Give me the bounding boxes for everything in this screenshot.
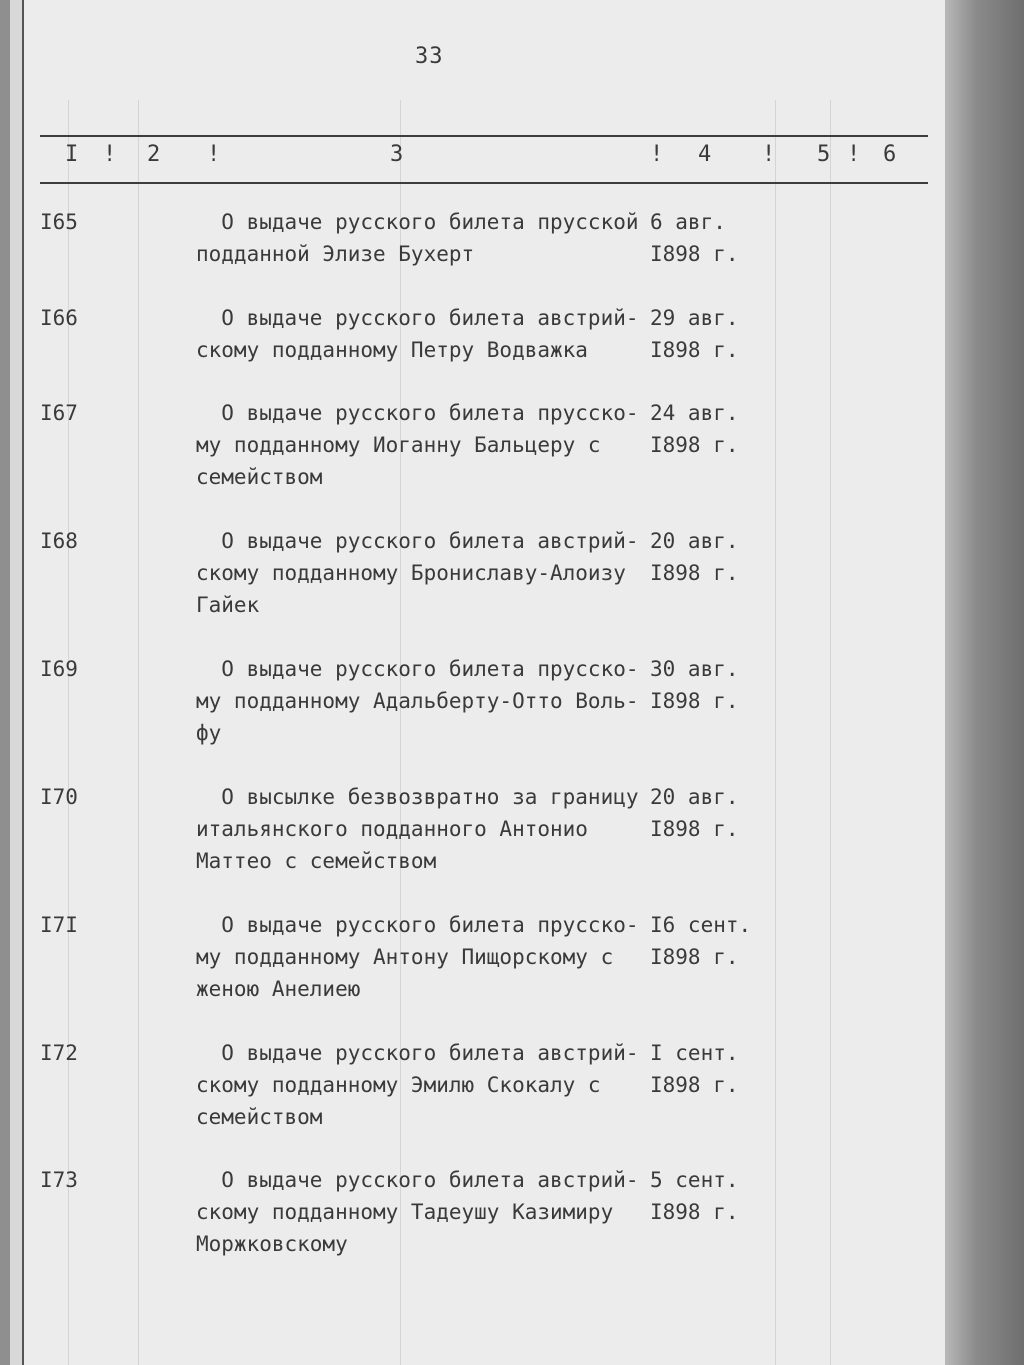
entry-date bbox=[650, 525, 739, 589]
entry-date-line: 29 авг. bbox=[650, 306, 739, 330]
entry-text-line: женою Анелиею bbox=[196, 977, 361, 1001]
entry-date-line: 20 авг. bbox=[650, 785, 739, 809]
header-separator: ! bbox=[847, 142, 861, 167]
entry-text-line: му подданному Иоганну Бальцеру с bbox=[196, 433, 601, 457]
entry-text-line: О высылке безвозвратно за границу bbox=[196, 785, 639, 809]
entry-number: I70 bbox=[40, 785, 78, 809]
entry-text-line: Маттео с семейством bbox=[196, 849, 437, 873]
table-header bbox=[65, 142, 915, 174]
entry-text-line: скому подданному Эмилю Скокалу с bbox=[196, 1073, 601, 1097]
entry-text-line: О выдаче русского билета австрий- bbox=[196, 529, 639, 553]
entry-text-line: О выдаче русского билета прусско- bbox=[196, 401, 639, 425]
entry-text-line: О выдаче русского билета австрий- bbox=[196, 1041, 639, 1065]
entry-text-line: подданной Элизе Бухерт bbox=[196, 242, 475, 266]
entry-date-line: 5 сент. bbox=[650, 1168, 739, 1192]
entry-description bbox=[196, 1037, 656, 1133]
entry-text-line: семейством bbox=[196, 1105, 323, 1129]
entry-date bbox=[650, 1164, 739, 1228]
entry-number: I69 bbox=[40, 657, 78, 681]
entry-text-line: фу bbox=[196, 721, 222, 745]
entry-text-line: скому подданному Брониславу-Алоизу bbox=[196, 561, 626, 585]
document-page bbox=[10, 0, 945, 1365]
show-through-line bbox=[830, 100, 831, 1365]
entry-number: I67 bbox=[40, 401, 78, 425]
entry-date bbox=[650, 653, 739, 717]
entry-number: I72 bbox=[40, 1041, 78, 1065]
entry-number: I66 bbox=[40, 306, 78, 330]
entry-description bbox=[196, 653, 656, 749]
header-separator: ! bbox=[207, 142, 221, 167]
header-separator: ! bbox=[103, 142, 117, 167]
header-col-1: I bbox=[65, 142, 79, 167]
show-through-line bbox=[775, 100, 776, 1365]
entry-text-line: му подданному Адальберту-Отто Воль- bbox=[196, 689, 639, 713]
entry-text-line: О выдаче русского билета прусской bbox=[196, 210, 639, 234]
entry-date bbox=[650, 206, 739, 270]
entry-date-line: I898 г. bbox=[650, 433, 739, 457]
entry-date bbox=[650, 909, 751, 973]
entry-number: I65 bbox=[40, 210, 78, 234]
entry-description bbox=[196, 206, 656, 270]
entry-date-line: 20 авг. bbox=[650, 529, 739, 553]
entry-number: I73 bbox=[40, 1168, 78, 1192]
entry-description bbox=[196, 302, 656, 366]
entry-text-line: Гайек bbox=[196, 593, 260, 617]
entry-text-line: О выдаче русского билета прусско- bbox=[196, 657, 639, 681]
entry-text-line: му подданному Антону Пищорскому с bbox=[196, 945, 614, 969]
header-bottom-rule bbox=[40, 182, 928, 184]
entry-number: I68 bbox=[40, 529, 78, 553]
entry-text-line: О выдаче русского билета австрий- bbox=[196, 1168, 639, 1192]
entry-date-line: I898 г. bbox=[650, 817, 739, 841]
entry-description bbox=[196, 1164, 656, 1260]
entry-description bbox=[196, 397, 656, 493]
entry-date-line: I898 г. bbox=[650, 689, 739, 713]
page-number: 33 bbox=[415, 44, 444, 69]
header-col-2: 2 bbox=[147, 142, 161, 167]
header-col-4: 4 bbox=[698, 142, 712, 167]
entry-text-line: скому подданному Тадеушу Казимиру bbox=[196, 1200, 614, 1224]
entry-date-line: 24 авг. bbox=[650, 401, 739, 425]
header-separator: ! bbox=[762, 142, 776, 167]
entry-description bbox=[196, 525, 656, 621]
entry-date-line: I898 г. bbox=[650, 1073, 739, 1097]
header-separator: ! bbox=[650, 142, 664, 167]
header-col-5: 5 bbox=[817, 142, 831, 167]
entry-description bbox=[196, 909, 656, 1005]
entry-date-line: I898 г. bbox=[650, 1200, 739, 1224]
entry-date-line: I898 г. bbox=[650, 945, 739, 969]
entry-date bbox=[650, 397, 739, 461]
page-shadow-edge bbox=[945, 0, 1024, 1365]
entry-date-line: I898 г. bbox=[650, 338, 739, 362]
entry-description bbox=[196, 781, 656, 877]
binding-edge bbox=[10, 0, 24, 1365]
entry-date bbox=[650, 302, 739, 366]
entry-text-line: О выдаче русского билета прусско- bbox=[196, 913, 639, 937]
entry-date-line: 6 авг. bbox=[650, 210, 726, 234]
entry-date bbox=[650, 1037, 739, 1101]
show-through-line bbox=[138, 100, 139, 1365]
entry-date-line: I6 сент. bbox=[650, 913, 752, 937]
header-col-6: 6 bbox=[883, 142, 897, 167]
entry-text-line: итальянского подданного Антонио bbox=[196, 817, 588, 841]
entry-date-line: I сент. bbox=[650, 1041, 739, 1065]
entry-date-line: I898 г. bbox=[650, 242, 739, 266]
entry-number: I7I bbox=[40, 913, 78, 937]
header-col-3: 3 bbox=[390, 142, 404, 167]
entry-text-line: О выдаче русского билета австрий- bbox=[196, 306, 639, 330]
entry-text-line: семейством bbox=[196, 465, 323, 489]
header-top-rule bbox=[40, 135, 928, 137]
entry-date-line: 30 авг. bbox=[650, 657, 739, 681]
entry-date-line: I898 г. bbox=[650, 561, 739, 585]
entry-date bbox=[650, 781, 739, 845]
entry-text-line: скому подданному Петру Водважка bbox=[196, 338, 588, 362]
entry-text-line: Моржковскому bbox=[196, 1232, 348, 1256]
